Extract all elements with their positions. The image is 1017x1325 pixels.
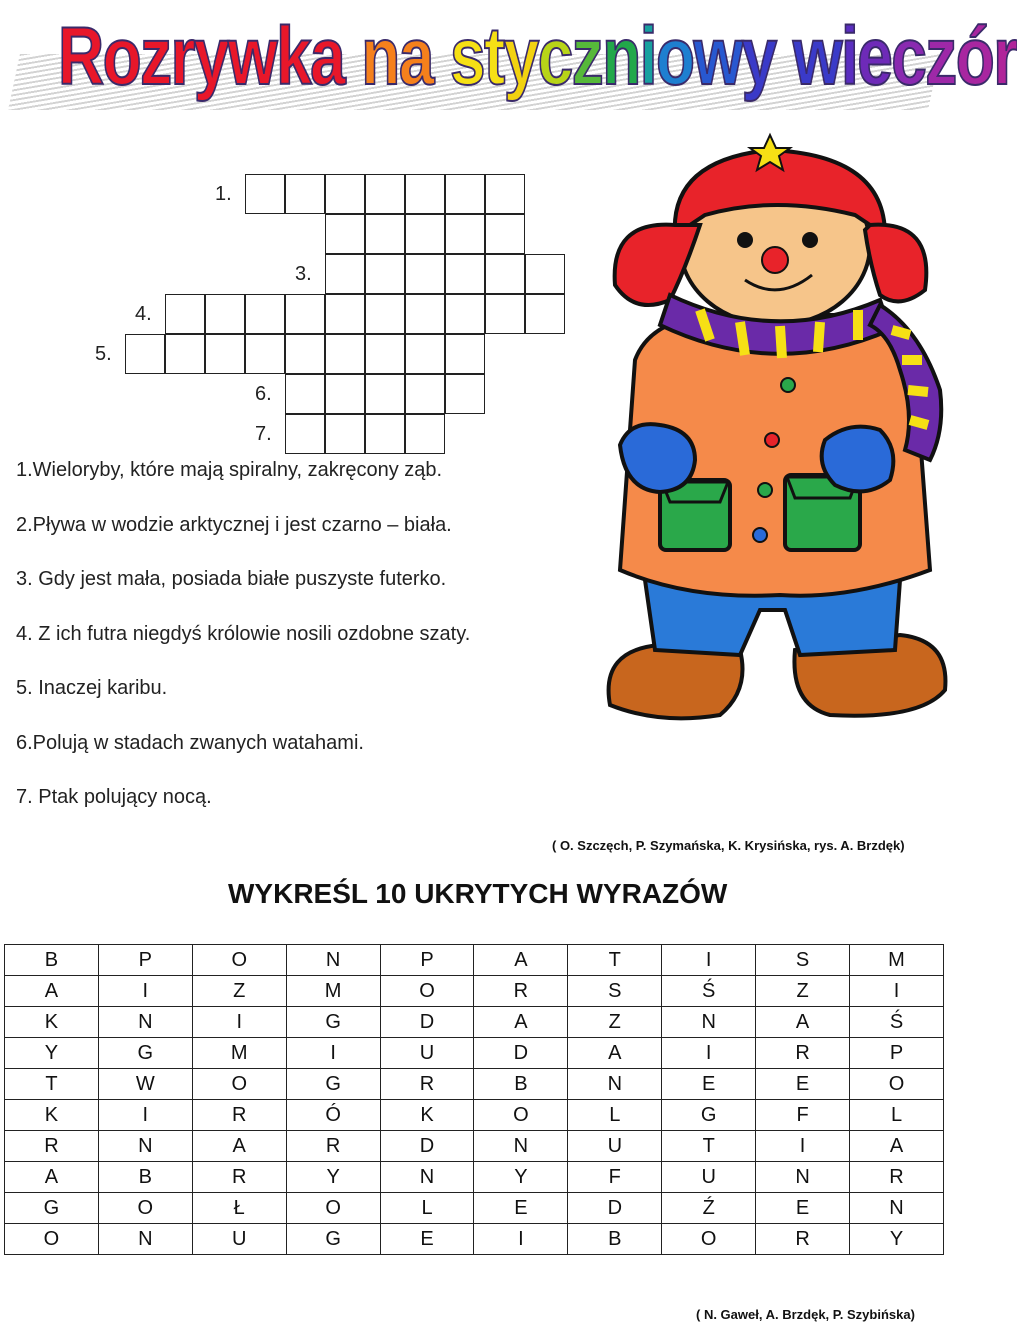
wordsearch-letter[interactable]: I (662, 945, 756, 976)
clue-4: 4. Z ich futra niegdyś królowie nosili ozdobne szaty. (16, 623, 471, 645)
wordsearch-row (5, 1069, 944, 1100)
wordsearch-letter[interactable]: M (192, 1038, 286, 1069)
wordsearch-letter[interactable]: G (662, 1100, 756, 1131)
wordsearch-letter[interactable]: A (192, 1131, 286, 1162)
crossword-cell[interactable] (325, 174, 365, 214)
wordsearch-letter[interactable]: D (380, 1007, 474, 1038)
crossword-cell[interactable] (325, 294, 365, 334)
crossword-cell[interactable] (365, 294, 405, 334)
title-letter: R (58, 11, 103, 102)
wordsearch-letter[interactable]: U (662, 1162, 756, 1193)
wordsearch-letter[interactable]: A (5, 976, 99, 1007)
crossword-cell[interactable] (365, 214, 405, 254)
crossword-cell[interactable] (365, 334, 405, 374)
crossword-cell[interactable] (365, 374, 405, 414)
wordsearch-letter[interactable]: O (850, 1069, 944, 1100)
wordsearch-letter[interactable]: Y (5, 1038, 99, 1069)
crossword-cell[interactable] (485, 174, 525, 214)
wordsearch-letter[interactable]: K (380, 1100, 474, 1131)
wordsearch-row (5, 1100, 944, 1131)
clue-5: 5. Inaczej karibu. (16, 677, 168, 699)
crossword-cell[interactable] (445, 374, 485, 414)
crossword-cell[interactable] (245, 334, 285, 374)
wordsearch-letter[interactable]: D (474, 1038, 568, 1069)
title-letter: o (102, 11, 141, 102)
crossword-cell[interactable] (445, 294, 485, 334)
wordsearch-letter[interactable]: Ź (662, 1193, 756, 1224)
wordsearch-letter[interactable]: T (568, 945, 662, 976)
wordsearch-letter[interactable]: N (98, 1131, 192, 1162)
wordsearch-letter[interactable]: T (5, 1069, 99, 1100)
wordsearch-row (5, 1038, 944, 1069)
wordsearch-letter[interactable]: Ś (662, 976, 756, 1007)
title-letter: ó (955, 11, 994, 102)
crossword-cell[interactable] (405, 374, 445, 414)
wordsearch-letter[interactable]: T (662, 1131, 756, 1162)
crossword-cell[interactable] (485, 254, 525, 294)
crossword-cell[interactable] (405, 174, 445, 214)
wordsearch-letter[interactable]: G (286, 1007, 380, 1038)
wordsearch-letter[interactable]: B (5, 945, 99, 976)
wordsearch-row (5, 976, 944, 1007)
crossword-cell[interactable] (525, 254, 565, 294)
wordsearch-letter[interactable]: A (5, 1162, 99, 1193)
crossword-cell[interactable] (405, 334, 445, 374)
crossword-cell[interactable] (405, 254, 445, 294)
wordsearch-letter[interactable]: S (756, 945, 850, 976)
clue-1: 1.Wieloryby, które mają spiralny, zakręcony ząb. (16, 459, 443, 481)
wordsearch-credit: ( N. Gaweł, A. Brzdęk, P. Szybińska) (696, 1307, 915, 1322)
wordsearch-letter[interactable]: Z (756, 976, 850, 1007)
wordsearch-letter[interactable]: I (192, 1007, 286, 1038)
wordsearch-letter[interactable]: W (98, 1069, 192, 1100)
wordsearch-letter[interactable]: E (662, 1069, 756, 1100)
crossword-cell[interactable] (245, 174, 285, 214)
title-letter: n (361, 11, 399, 102)
title-letter: a (398, 11, 433, 102)
wordsearch-letter[interactable]: B (568, 1224, 662, 1255)
crossword-cell[interactable] (365, 414, 405, 454)
crossword-clue-number: 5. (95, 343, 112, 365)
title-letter: k (276, 11, 311, 102)
wordsearch-letter[interactable]: O (380, 976, 474, 1007)
wordsearch-letter[interactable]: I (756, 1131, 850, 1162)
wordsearch-letter[interactable]: I (98, 976, 192, 1007)
wordsearch-letter[interactable]: D (568, 1193, 662, 1224)
wordsearch-letter[interactable]: A (756, 1007, 850, 1038)
wordsearch-letter[interactable]: G (286, 1069, 380, 1100)
wordsearch-row (5, 1162, 944, 1193)
wordsearch-letter[interactable]: A (850, 1131, 944, 1162)
title-letter: w (792, 11, 842, 102)
title-letter: r (993, 11, 1017, 102)
crossword-cell[interactable] (405, 414, 445, 454)
wordsearch-letter[interactable]: M (286, 976, 380, 1007)
wordsearch-letter[interactable]: I (474, 1224, 568, 1255)
wordsearch-grid (4, 944, 944, 1255)
wordsearch-letter[interactable]: Ś (850, 1007, 944, 1038)
crossword-cell[interactable] (445, 334, 485, 374)
wordsearch-letter[interactable]: I (98, 1100, 192, 1131)
clue-3: 3. Gdy jest mała, posiada białe puszyste futerko. (16, 568, 447, 590)
wordsearch-letter[interactable]: Ó (286, 1100, 380, 1131)
wordsearch-letter[interactable]: R (380, 1069, 474, 1100)
crossword-cell[interactable] (245, 294, 285, 334)
wordsearch-letter[interactable]: Y (474, 1162, 568, 1193)
wordsearch-letter[interactable]: K (5, 1007, 99, 1038)
wordsearch-letter[interactable]: Y (850, 1224, 944, 1255)
wordsearch-letter[interactable]: M (850, 945, 944, 976)
wordsearch-letter[interactable]: N (98, 1007, 192, 1038)
title-letter: i (841, 11, 858, 102)
crossword-cell[interactable] (485, 214, 525, 254)
crossword-cell[interactable] (365, 174, 405, 214)
title-letter: z (571, 11, 603, 102)
crossword-cell[interactable] (325, 374, 365, 414)
wordsearch-letter[interactable]: A (474, 1007, 568, 1038)
wordsearch-letter[interactable]: O (5, 1224, 99, 1255)
crossword-cell[interactable] (405, 214, 445, 254)
wordsearch-letter[interactable]: N (380, 1162, 474, 1193)
left-boot (609, 645, 743, 718)
wordsearch-letter[interactable]: R (5, 1131, 99, 1162)
title-letter: z (925, 11, 956, 102)
wordsearch-letter[interactable]: N (474, 1131, 568, 1162)
crossword-cell[interactable] (445, 214, 485, 254)
title-letter: c (537, 11, 572, 102)
crossword-cell[interactable] (485, 294, 525, 334)
crossword-cell[interactable] (285, 334, 325, 374)
crossword-clue-number: 1. (215, 183, 232, 205)
wordsearch-letter[interactable]: L (568, 1100, 662, 1131)
wordsearch-letter[interactable]: E (756, 1069, 850, 1100)
crossword-cell[interactable] (205, 294, 245, 334)
wordsearch-letter[interactable]: U (192, 1224, 286, 1255)
title-letter: i (639, 11, 656, 102)
winter-child-icon (600, 130, 960, 730)
title-letter: s (449, 11, 485, 102)
crossword-cell[interactable] (325, 334, 365, 374)
wordsearch-letter[interactable]: E (756, 1193, 850, 1224)
wordsearch-letter[interactable]: G (98, 1038, 192, 1069)
wordsearch-row (5, 1007, 944, 1038)
crossword-cell[interactable] (445, 254, 485, 294)
crossword-cell[interactable] (325, 214, 365, 254)
wordsearch-letter[interactable]: F (568, 1162, 662, 1193)
title-letter: z (140, 11, 171, 102)
wordsearch-letter[interactable]: R (474, 976, 568, 1007)
crossword-cell[interactable] (285, 414, 325, 454)
clue-6: 6.Polują w stadach zwanych watahami. (16, 732, 364, 754)
wordsearch-letter[interactable]: R (192, 1162, 286, 1193)
crossword-clue-number: 6. (255, 383, 272, 405)
clue-2: 2.Pływa w wodzie arktycznej i jest czarno – biała. (16, 514, 452, 536)
crossword-cell[interactable] (445, 174, 485, 214)
title-letter: c (891, 11, 926, 102)
wordsearch-letter[interactable]: R (756, 1224, 850, 1255)
title-letter: e (857, 11, 892, 102)
crossword-cell[interactable] (405, 294, 445, 334)
wordsearch-letter[interactable]: N (568, 1069, 662, 1100)
wordsearch-letter[interactable]: L (380, 1193, 474, 1224)
title-letter: y (741, 11, 776, 102)
title-letter: r (170, 11, 194, 102)
wordsearch-letter[interactable]: P (98, 945, 192, 976)
wordsearch-letter[interactable]: O (192, 945, 286, 976)
title-letter: y (193, 11, 228, 102)
wordsearch-letter[interactable]: I (286, 1038, 380, 1069)
wordsearch-row (5, 945, 944, 976)
right-mitten (822, 427, 894, 492)
crossword-credit: ( O. Szczęch, P. Szymańska, K. Krysińska, rys. A. Brzdęk) (552, 838, 905, 853)
wordsearch-letter[interactable]: D (380, 1131, 474, 1162)
wordsearch-letter[interactable]: E (474, 1193, 568, 1224)
wordsearch-letter[interactable]: O (662, 1224, 756, 1255)
crossword-cell[interactable] (165, 294, 205, 334)
wordsearch-letter[interactable]: L (850, 1100, 944, 1131)
wordsearch-letter[interactable]: Z (568, 1007, 662, 1038)
wordsearch-letter[interactable]: E (380, 1224, 474, 1255)
wordsearch-letter[interactable]: O (98, 1193, 192, 1224)
title-letter: a (310, 11, 345, 102)
wordsearch-letter[interactable]: R (286, 1131, 380, 1162)
wordsearch-letter[interactable]: N (286, 945, 380, 976)
wordsearch-letter[interactable]: Y (286, 1162, 380, 1193)
title-letter: w (693, 11, 742, 102)
title-letter: n (602, 11, 640, 102)
wordsearch-letter[interactable]: R (850, 1162, 944, 1193)
clue-7: 7. Ptak polujący nocą. (16, 786, 212, 808)
crossword-cell[interactable] (525, 294, 565, 334)
wordsearch-letter[interactable]: B (98, 1162, 192, 1193)
wordsearch-row (5, 1131, 944, 1162)
wordsearch-letter[interactable]: U (568, 1131, 662, 1162)
crossword-clue-number: 3. (295, 263, 312, 285)
wordsearch-letter[interactable]: R (756, 1038, 850, 1069)
crossword-cell[interactable] (165, 334, 205, 374)
wordsearch-letter[interactable]: S (568, 976, 662, 1007)
crossword-cell[interactable] (205, 334, 245, 374)
wordsearch-letter[interactable]: Z (192, 976, 286, 1007)
title-letter: t (484, 11, 504, 102)
wordsearch-row (5, 1224, 944, 1255)
title-letter: w (227, 11, 277, 102)
wordsearch-letter[interactable]: P (380, 945, 474, 976)
wordsearch-row (5, 1193, 944, 1224)
wordsearch-letter[interactable]: U (380, 1038, 474, 1069)
wordsearch-letter[interactable]: N (662, 1007, 756, 1038)
title-letter: y (503, 11, 538, 102)
wordsearch-letter[interactable]: A (474, 945, 568, 976)
crossword-cell[interactable] (325, 254, 365, 294)
crossword-clue-number: 7. (255, 423, 272, 445)
wordsearch-letter[interactable]: I (662, 1038, 756, 1069)
wordsearch-letter[interactable]: O (286, 1193, 380, 1224)
wordsearch-letter[interactable]: G (286, 1224, 380, 1255)
crossword-cell[interactable] (325, 414, 365, 454)
crossword-cell[interactable] (285, 374, 325, 414)
wordsearch-letter[interactable]: A (568, 1038, 662, 1069)
wordsearch-letter[interactable]: N (850, 1193, 944, 1224)
wordsearch-letter[interactable]: P (850, 1038, 944, 1069)
crossword-cell[interactable] (125, 334, 165, 374)
wordsearch-letter[interactable]: N (756, 1162, 850, 1193)
crossword-cell[interactable] (365, 254, 405, 294)
wordsearch-letter[interactable]: N (98, 1224, 192, 1255)
wordsearch-letter[interactable]: K (5, 1100, 99, 1131)
wordsearch-letter[interactable]: I (850, 976, 944, 1007)
crossword-clue-number: 4. (135, 303, 152, 325)
wordsearch-letter[interactable]: O (474, 1100, 568, 1131)
wordsearch-letter[interactable]: O (192, 1069, 286, 1100)
crossword-cell[interactable] (285, 174, 325, 214)
title-banner (0, 0, 1017, 115)
wordsearch-letter[interactable]: F (756, 1100, 850, 1131)
title-letter: o (655, 11, 694, 102)
page-title (58, 2, 1017, 112)
crossword-cell[interactable] (285, 294, 325, 334)
wordsearch-letter[interactable]: Ł (192, 1193, 286, 1224)
wordsearch-letter[interactable]: B (474, 1069, 568, 1100)
wordsearch-letter[interactable]: G (5, 1193, 99, 1224)
wordsearch-heading: WYKREŚL 10 UKRYTYCH WYRAZÓW (228, 878, 728, 909)
wordsearch-letter[interactable]: R (192, 1100, 286, 1131)
